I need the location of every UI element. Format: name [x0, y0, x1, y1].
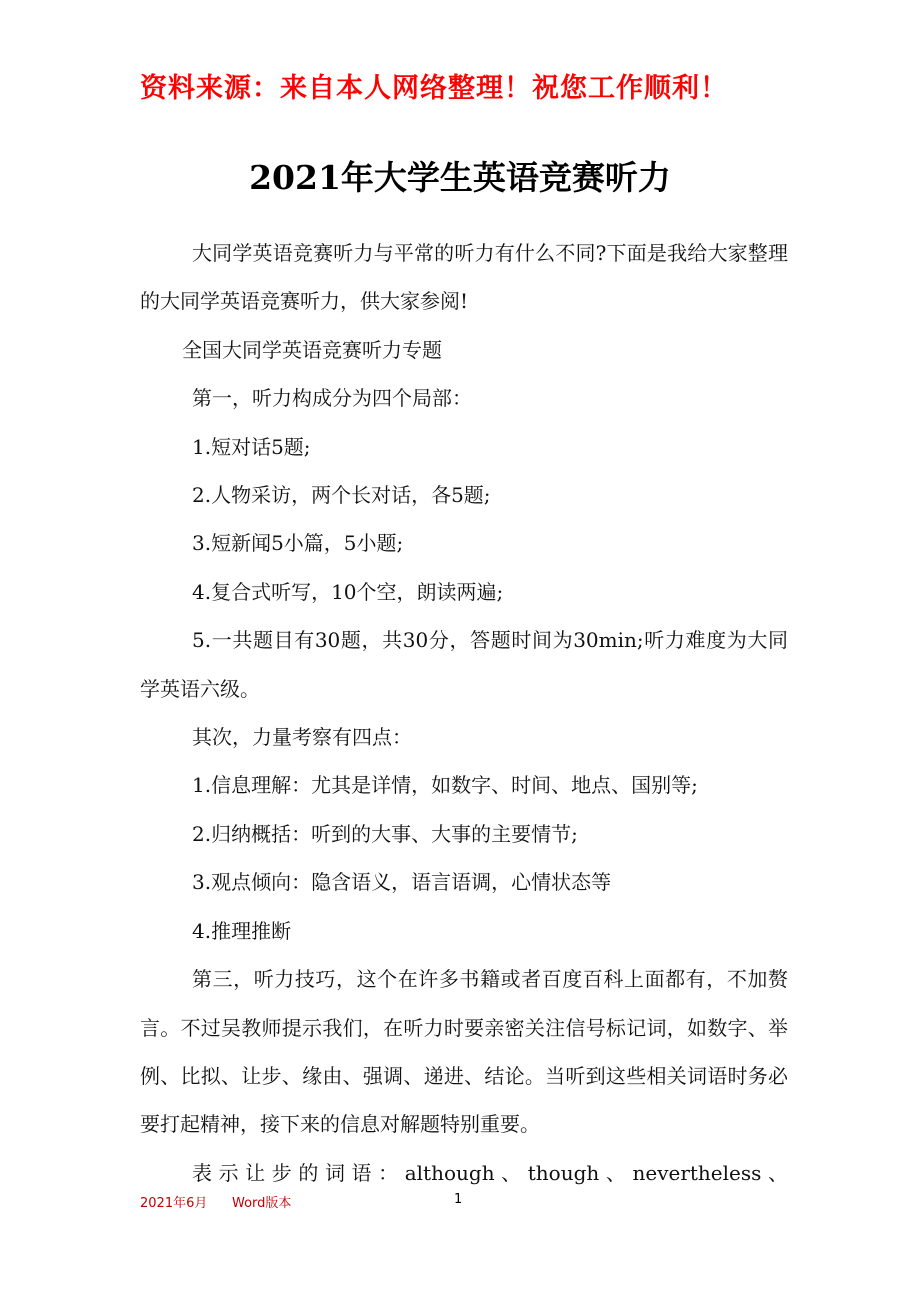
source-banner: 资料来源：来自本人网络整理！祝您工作顺利！	[140, 73, 728, 104]
document-title: 2021年大学生英语竞赛听力	[249, 158, 671, 197]
page-number: 1	[454, 1192, 463, 1207]
list-item: 2.人物采访，两个长对话，各5题;	[192, 483, 491, 508]
footer-version: Word版本	[232, 1196, 292, 1211]
list-item: 4.复合式听写，10个空，朗读两遍;	[192, 579, 504, 604]
paragraph-part-three: 第三，听力技巧，这个在许多书籍或者百度百科上面都有，不加赘言。不过吴教师提示我们，在听力时要亲密关注信号标记词，如数字、举例、比拟、让步、缘由、强调、递进、结论。当听到这些相关词语时务必要打起精神，接下来的信息对解题特别重要。	[140, 967, 788, 1137]
document-body	[140, 229, 788, 1197]
concession-words-paragraph: 表示让步的词语：although、though、nevertheless、	[192, 1160, 788, 1185]
list-item: 4.推理推断	[192, 918, 292, 943]
intro-paragraph: 大同学英语竞赛听力与平常的听力有什么不同?下面是我给大家整理的大同学英语竞赛听力，供大家参阅!	[140, 241, 788, 314]
list-item: 1.短对话5题;	[192, 434, 311, 459]
list-item: 3.观点倾向：隐含语义，语言语调，心情状态等	[192, 870, 612, 895]
paragraph-part-two: 其次，力量考察有四点：	[192, 725, 412, 750]
section-heading: 全国大同学英语竞赛听力专题	[182, 337, 442, 362]
list-item: 5.一共题目有30题，共30分，答题时间为30min;听力难度为大同学英语六级。	[140, 628, 788, 701]
paragraph-part-one: 第一，听力构成分为四个局部：	[192, 386, 472, 411]
list-item: 1.信息理解：尤其是详情，如数字、时间、地点、国别等;	[192, 773, 698, 798]
footer-date: 2021年6月	[140, 1196, 208, 1211]
list-item: 3.短新闻5小篇，5小题;	[192, 531, 404, 556]
list-item: 2.归纳概括：听到的大事、大事的主要情节;	[192, 821, 578, 846]
